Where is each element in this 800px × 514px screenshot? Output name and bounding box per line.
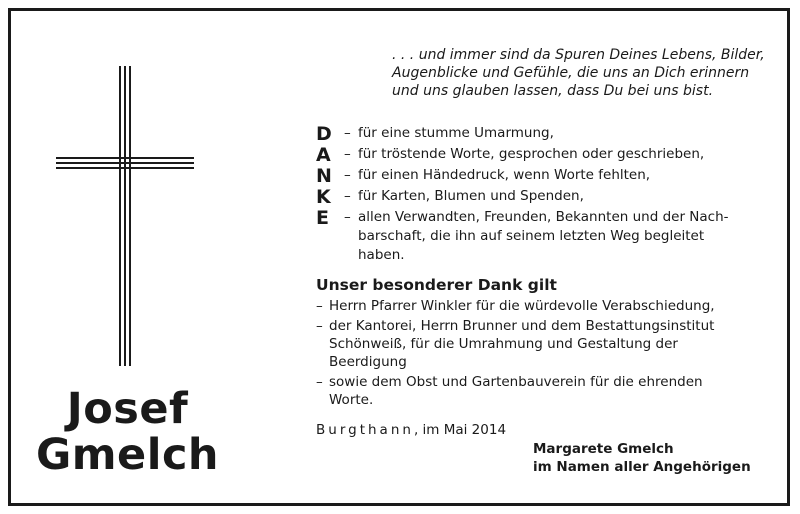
- list-item-continuation: Beerdigung: [329, 354, 407, 370]
- quote-line: und uns glauben lassen, dass Du bei uns bist.: [392, 83, 714, 99]
- list-item: [316, 317, 714, 371]
- quote-line: Augenblicke und Gefühle, die uns an Dich erinnern: [392, 65, 750, 81]
- place: Burgthann: [316, 422, 414, 438]
- list-dash: –: [344, 167, 351, 183]
- deceased-last-name: Gmelch: [35, 430, 220, 480]
- list-item: [344, 124, 554, 143]
- danke-letter: A: [316, 144, 331, 166]
- list-item-text: der Kantorei, Herrn Brunner und dem Bestattungsinstitut: [329, 318, 715, 334]
- signature-block: [533, 440, 751, 476]
- place-and-date: [316, 421, 506, 439]
- list-item-text: für einen Händedruck, wenn Worte fehlten,: [358, 167, 651, 183]
- list-item: [344, 145, 704, 164]
- signature-name: Margarete Gmelch: [533, 441, 674, 457]
- danke-letter: E: [316, 207, 329, 229]
- danke-letter: D: [316, 123, 332, 145]
- list-item: [316, 373, 703, 409]
- list-dash: –: [344, 125, 351, 141]
- list-item-text: für tröstende Worte, gesprochen oder geschrieben,: [358, 146, 705, 162]
- list-item: [344, 187, 584, 206]
- list-item-continuation: barschaft, die ihn auf seinem letzten Weg begleitet: [358, 228, 705, 244]
- quote-line: . . . und immer sind da Spuren Deines Lebens, Bilder,: [392, 47, 765, 63]
- list-item-continuation: haben.: [358, 247, 405, 263]
- danke-acrostic: [316, 124, 336, 229]
- list-dash: –: [316, 298, 323, 314]
- signature-note: im Namen aller Angehörigen: [533, 459, 751, 475]
- danke-letter: N: [316, 165, 332, 187]
- danke-letter: K: [316, 186, 331, 208]
- list-dash: –: [316, 318, 323, 334]
- list-item: [344, 166, 650, 185]
- list-item-text: sowie dem Obst und Gartenbauverein für die ehrenden: [329, 374, 703, 390]
- list-item-text: für eine stumme Umarmung,: [358, 125, 554, 141]
- list-item-text: allen Verwandten, Freunden, Bekannten und der Nach-: [358, 209, 729, 225]
- memorial-quote: [392, 46, 772, 100]
- list-item-continuation: Schönweiß, für die Umrahmung und Gestaltung der: [329, 336, 678, 352]
- cross-icon: [56, 66, 196, 366]
- list-item: [316, 297, 715, 315]
- list-item-continuation: Worte.: [329, 392, 374, 408]
- list-dash: –: [344, 146, 351, 162]
- list-dash: –: [344, 188, 351, 204]
- date: , im Mai 2014: [413, 422, 507, 438]
- list-item-text: Herrn Pfarrer Winkler für die würdevolle Verabschiedung,: [329, 298, 715, 314]
- special-thanks-heading: Unser besonderer Dank gilt: [316, 276, 557, 294]
- list-dash: –: [344, 209, 351, 225]
- list-item: [344, 208, 729, 265]
- list-item-text: für Karten, Blumen und Spenden,: [358, 188, 584, 204]
- list-dash: –: [316, 374, 323, 390]
- deceased-first-name: Josef: [66, 384, 189, 434]
